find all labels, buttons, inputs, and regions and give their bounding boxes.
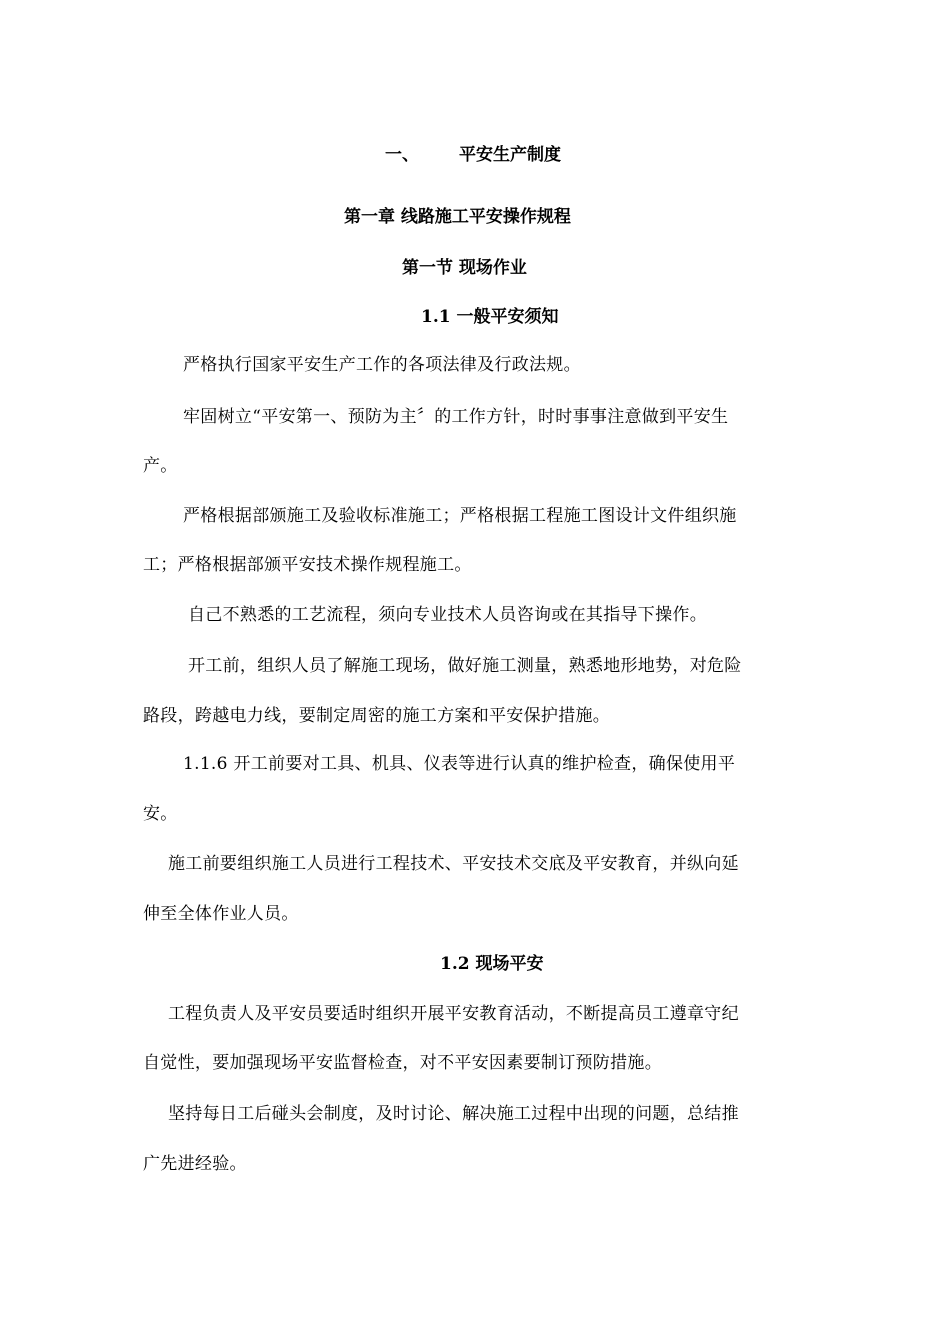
section-title-text: 平安生产制度 — [459, 145, 561, 165]
chapter-title: 第一章 线路施工平安操作规程 — [344, 207, 571, 227]
paragraph-line: 施工前要组织施工人员进行工程技术、平安技术交底及平安教育，并纵向延 — [168, 854, 739, 874]
paragraph-line: 自己不熟悉的工艺流程，须向专业技术人员咨询或在其指导下操作。 — [188, 605, 707, 625]
section-heading: 第一节 现场作业 — [402, 258, 527, 278]
paragraph-line: 坚持每日工后碰头会制度，及时讨论、解决施工过程中出现的问题，总结推 — [168, 1104, 739, 1124]
paragraph-line: 路段，跨越电力线，要制定周密的施工方案和平安保护措施。 — [143, 706, 611, 726]
paragraph-line: 伸至全体作业人员。 — [143, 904, 299, 924]
paragraph-line: 1.1.6 开工前要对工具、机具、仪表等进行认真的维护检查，确保使用平 — [183, 754, 736, 774]
paragraph-line: 开工前，组织人员了解施工现场，做好施工测量，熟悉地形地势，对危险 — [188, 656, 742, 676]
paragraph-line: 严格执行国家平安生产工作的各项法律及行政法规。 — [183, 355, 581, 375]
paragraph-line: 工；严格根据部颁平安技术操作规程施工。 — [143, 555, 472, 575]
paragraph-line: 广先进经验。 — [143, 1154, 247, 1174]
paragraph-line: 牢固树立“平安第一、预防为主〞的工作方针，时时事事注意做到平安生 — [183, 407, 729, 427]
paragraph-line: 产。 — [143, 456, 178, 476]
section-title — [385, 140, 561, 165]
subsection-heading-1-2: 1.2 现场平安 — [440, 954, 544, 974]
section-number: 一、 — [385, 145, 419, 165]
paragraph-line: 自觉性，要加强现场平安监督检查，对不平安因素要制订预防措施。 — [143, 1053, 662, 1073]
paragraph-line: 严格根据部颁施工及验收标准施工；严格根据工程施工图设计文件组织施 — [183, 506, 737, 526]
subsection-heading-1-1: 1.1 一般平安须知 — [421, 307, 559, 327]
paragraph-line: 工程负责人及平安员要适时组织开展平安教育活动，不断提高员工遵章守纪 — [168, 1004, 739, 1024]
paragraph-line: 安。 — [143, 804, 178, 824]
